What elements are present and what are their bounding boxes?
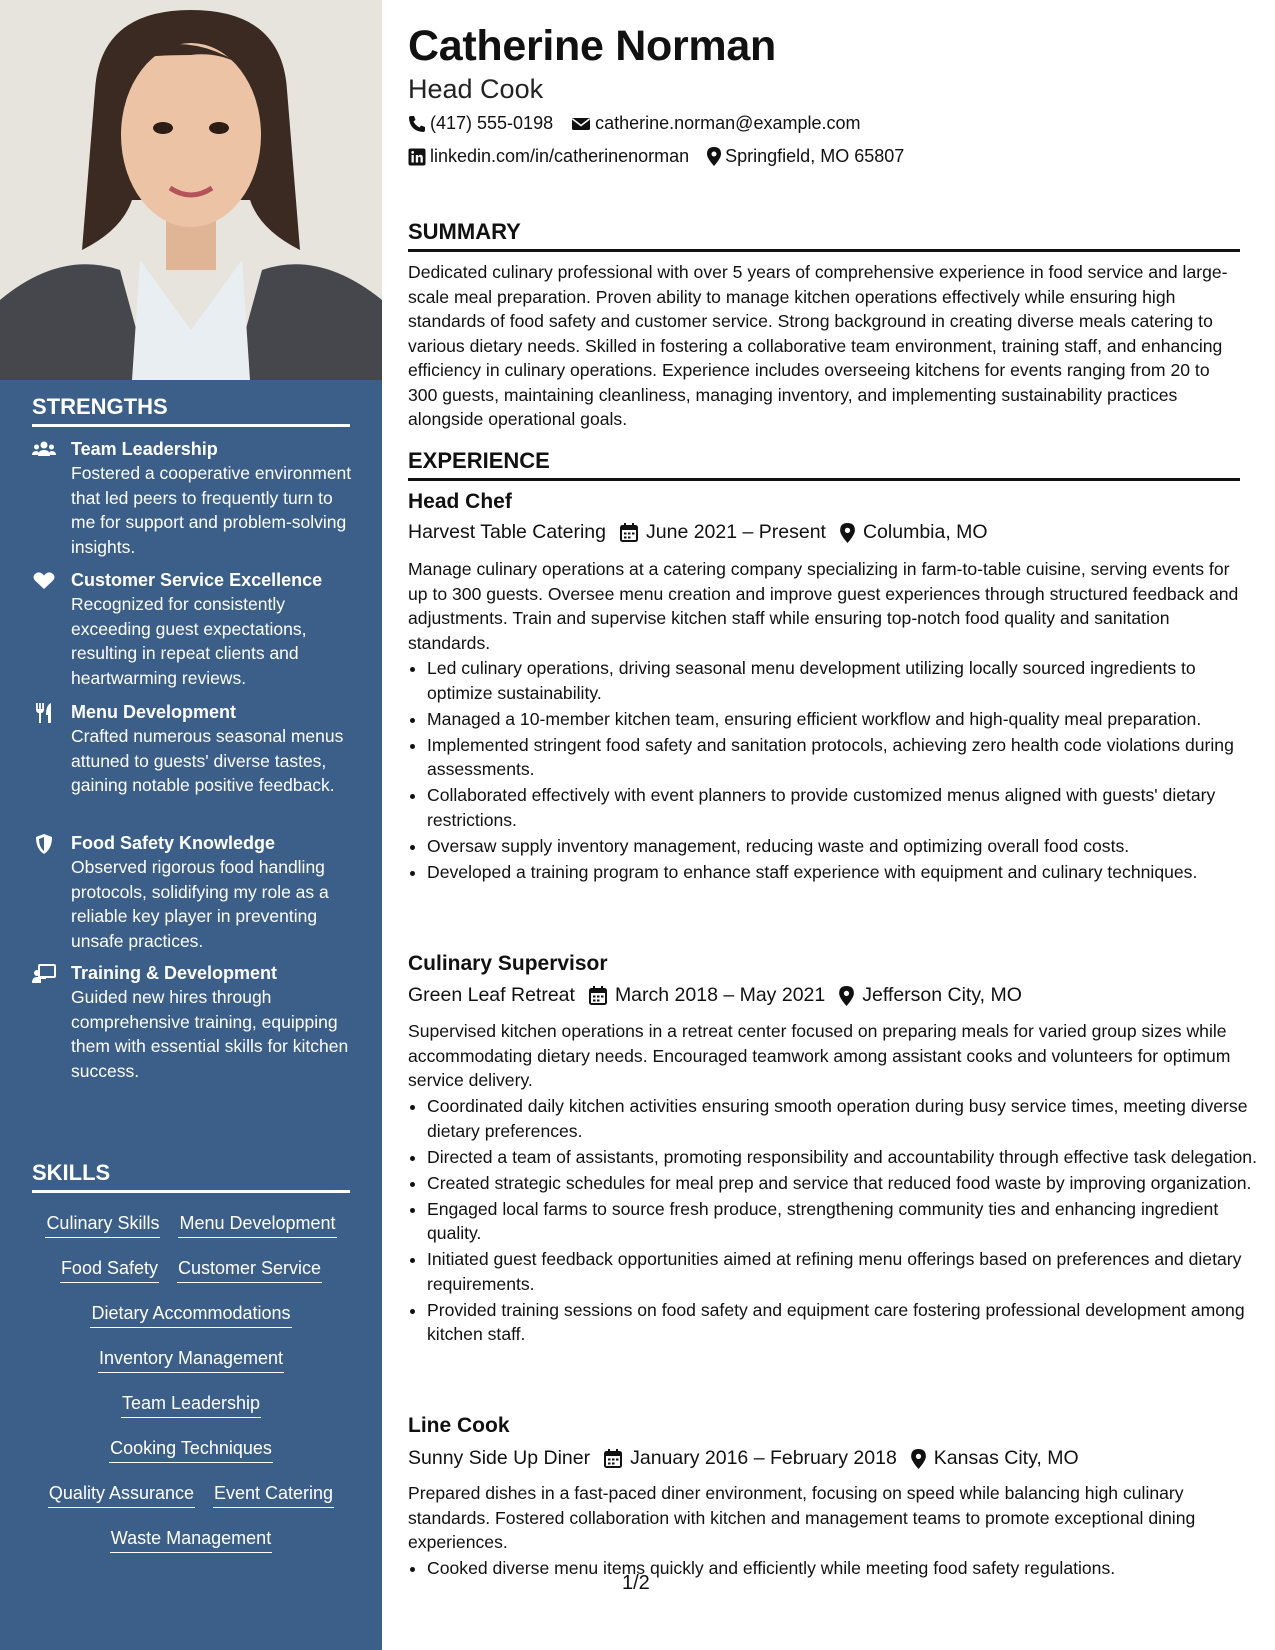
job-description: Manage culinary operations at a catering company specializing in farm-to-table cuisine, serving events for up to 300 guests. Oversee menu creation and improve guest experiences through structured feedback and adjustments. Train and supervise kitchen staff while ensuring top-notch food quality and sanitation standards.: [408, 559, 1239, 653]
home-location: Springfield, MO 65807: [725, 146, 905, 166]
skill-tag: Customer Service: [177, 1256, 322, 1283]
company-name: Sunny Side Up Diner: [408, 1447, 591, 1469]
contact-row: [408, 146, 904, 167]
strength-title: Customer Service Excellence: [71, 570, 323, 590]
job-bullets: [408, 1556, 1259, 1582]
email-address: catherine.norman@example.com: [595, 113, 861, 133]
bullet-item: • Provided training sessions on food safety and equipment care fostering professional development among kitchen staff.: [427, 1298, 1259, 1347]
bullet-item: • Initiated guest feedback opportunities aimed at refining menu offerings based on preferences and dietary requirements.: [427, 1247, 1259, 1296]
skills-row: [32, 1301, 350, 1328]
bullet-item: • Collaborated effectively with event planners to provide customized menus aligned with guests' dietary restrictions.: [427, 783, 1259, 832]
bullet-item: • Led culinary operations, driving seasonal menu development utilizing locally sourced ingredients to optimize sustainability.: [427, 656, 1259, 705]
job-meta: [408, 984, 1022, 1007]
strength-desc: Observed rigorous food handling protocols, solidifying my role as a reliable key player in preventing unsafe practices.: [71, 857, 329, 951]
skill-tag: Team Leadership: [121, 1391, 261, 1418]
skill-tag: Culinary Skills: [45, 1211, 160, 1238]
job-title: Head Cook: [408, 74, 544, 104]
envelope-icon: [571, 116, 591, 132]
skills-heading: SKILLS: [32, 1160, 350, 1193]
linkedin-icon: [408, 148, 426, 166]
strength-desc: Crafted numerous seasonal menus attuned to guests' diverse tastes, gaining notable positive feedback.: [71, 726, 344, 795]
bullet-item: • Coordinated daily kitchen activities ensuring smooth operation during busy service times, meeting diverse dietary preferences.: [427, 1094, 1259, 1143]
phone-icon: [408, 115, 426, 133]
location-pin-icon: [840, 523, 855, 543]
strengths-heading: STRENGTHS: [32, 394, 350, 427]
summary-heading: SUMMARY: [408, 219, 1240, 252]
skill-tag: Quality Assurance: [48, 1481, 195, 1508]
bullet-item: • Engaged local farms to source fresh produce, strengthening community ties and enhancing ingredient quality.: [427, 1197, 1259, 1246]
job-meta: [408, 521, 988, 544]
heart-icon: [32, 571, 56, 591]
skills-row: [32, 1481, 350, 1508]
profile-photo: [0, 0, 382, 380]
strength-desc: Guided new hires through comprehensive training, equipping them with essential skills for kitchen success.: [71, 987, 349, 1081]
job-location: Kansas City, MO: [933, 1447, 1079, 1469]
bullet-item: • Implemented stringent food safety and sanitation protocols, achieving zero health code violations during assessments.: [427, 733, 1259, 782]
skill-tag: Event Catering: [213, 1481, 334, 1508]
job-location: Columbia, MO: [862, 521, 988, 543]
job-bullets: [408, 1094, 1259, 1348]
skills-row: [32, 1436, 350, 1463]
utensils-icon: [32, 703, 56, 723]
shield-icon: [32, 834, 56, 854]
skills-row: [32, 1211, 350, 1238]
skills-row: [32, 1391, 350, 1418]
strength-desc: Recognized for consistently exceeding guest expectations, resulting in repeat clients and heartwarming reviews.: [71, 594, 307, 688]
skill-tag: Inventory Management: [98, 1346, 284, 1373]
job-title: Head Chef: [408, 490, 512, 513]
company-name: Harvest Table Catering: [408, 521, 606, 543]
contact-row: [408, 113, 861, 134]
strength-item: [32, 832, 354, 953]
phone-number: (417) 555-0198: [430, 113, 554, 133]
strength-title: Training & Development: [71, 963, 278, 983]
page-number: 1/2: [622, 1572, 650, 1594]
calendar-icon: [589, 986, 607, 1005]
calendar-icon: [604, 1449, 622, 1468]
strength-title: Food Safety Knowledge: [71, 833, 276, 853]
job-location: Jefferson City, MO: [862, 984, 1022, 1006]
calendar-icon: [620, 523, 638, 542]
job-meta: [408, 1447, 1079, 1470]
skills-row: [32, 1526, 350, 1553]
job-description: Supervised kitchen operations in a retreat center focused on preparing meals for varied group sizes while accommodating dietary needs. Encouraged teamwork among assistant cooks and volunteers for optimum service delivery.: [408, 1021, 1231, 1090]
location-pin-icon: [911, 1449, 926, 1469]
skill-tag: Food Safety: [60, 1256, 159, 1283]
bullet-item: • Developed a training program to enhance staff experience with equipment and culinary techniques.: [427, 860, 1259, 885]
bullet-item: • Managed a 10-member kitchen team, ensuring efficient workflow and high-quality meal preparation.: [427, 707, 1259, 732]
job-dates: June 2021 – Present: [646, 521, 826, 543]
bullet-item: • Created strategic schedules for meal prep and service that reduced food waste by improving organization.: [427, 1171, 1259, 1196]
skill-tag: Dietary Accommodations: [90, 1301, 291, 1328]
strength-title: Team Leadership: [71, 439, 218, 459]
skill-tag: Cooking Techniques: [109, 1436, 273, 1463]
skills-row: [32, 1346, 350, 1373]
strength-title: Menu Development: [71, 702, 237, 722]
job-description: Prepared dishes in a fast-paced diner environment, focusing on speed while balancing high culinary standards. Fostered collaboration with kitchen and management teams to promote exceptional dining experiences.: [408, 1483, 1196, 1552]
job-title: Line Cook: [408, 1414, 510, 1437]
bullet-item: • Oversaw supply inventory management, reducing waste and optimizing overall food costs.: [427, 834, 1259, 859]
company-name: Green Leaf Retreat: [408, 984, 575, 1006]
job-dates: March 2018 – May 2021: [614, 984, 826, 1006]
experience-heading: EXPERIENCE: [408, 448, 1240, 481]
strength-item: [32, 701, 354, 798]
skills-row: [32, 1256, 350, 1283]
job-bullets: [408, 656, 1259, 886]
location-pin-icon: [839, 986, 854, 1006]
summary-text: Dedicated culinary professional with over 5 years of comprehensive experience in food service and large-scale meal preparation. Proven ability to manage kitchen operations effectively while ensuring high standards of food safety and customer service. Strong background in creating diverse meals catering to various dietary needs. Skilled in fostering a collaborative team environment, training staff, and enhancing efficiency in culinary operations. Experience includes overseeing kitchens for events ranging from 20 to 300 guests, maintaining cleanliness, managing inventory, and implementing sustainability practices alongside operational goals.: [408, 262, 1228, 429]
sidebar: [0, 0, 382, 1650]
person-name: Catherine Norman: [408, 22, 776, 70]
skill-tag: Waste Management: [110, 1526, 272, 1553]
job-dates: January 2016 – February 2018: [630, 1447, 897, 1469]
linkedin-url: linkedin.com/in/catherinenorman: [430, 146, 690, 166]
skill-tag: Menu Development: [178, 1211, 336, 1238]
job-title: Culinary Supervisor: [408, 952, 608, 975]
strength-desc: Fostered a cooperative environment that led peers to frequently turn to me for support and problem-solving insights.: [71, 463, 352, 557]
strength-item: [32, 569, 354, 690]
strength-item: [32, 438, 354, 559]
bullet-item: • Directed a team of assistants, promoting responsibility and accountability through effective task delegation.: [427, 1145, 1259, 1170]
location-pin-icon: [707, 147, 721, 166]
bullet-item: • Cooked diverse menu items quickly and efficiently while meeting food safety regulations.: [427, 1556, 1259, 1581]
teacher-icon: [32, 964, 56, 984]
strength-item: [32, 962, 354, 1083]
team-icon: [32, 440, 56, 460]
